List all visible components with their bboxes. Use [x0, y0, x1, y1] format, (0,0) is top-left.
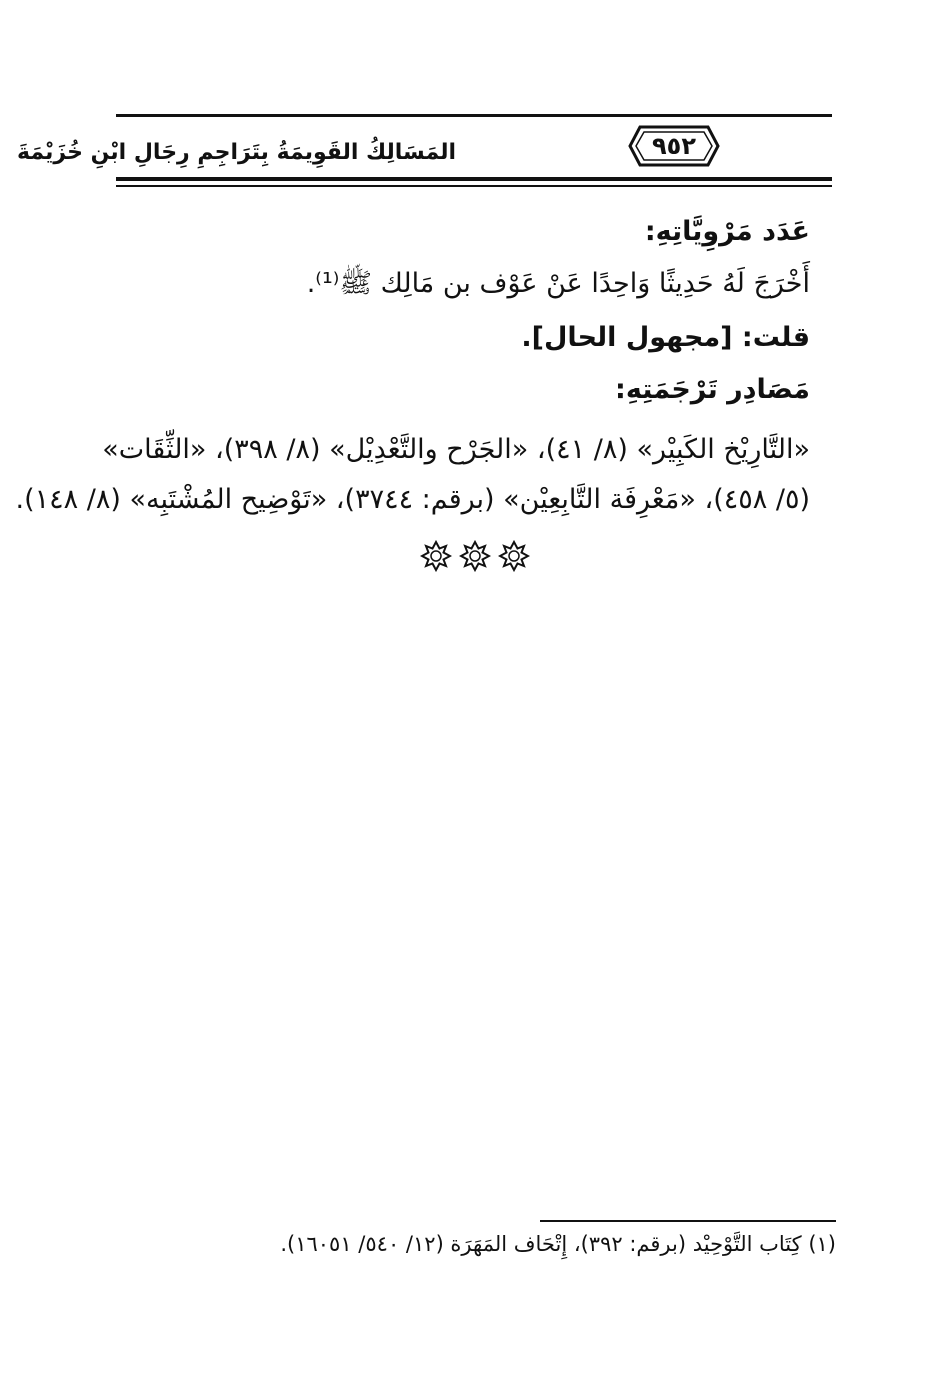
header-rule-top — [116, 114, 832, 117]
header-rule-thin — [116, 185, 832, 187]
sources-line-1: «التَّارِيْخ الكَبِيْر» (٨/ ٤١)، «الجَرْح والتَّعْدِيْل» (٨/ ٣٩٨)، «الثِّقَات» — [102, 434, 810, 465]
section-heading-verdict: قلت: [مجهول الحال]. — [521, 322, 810, 353]
section-heading-riwayat: عَدَد مَرْوِيَّاتِهِ: — [644, 216, 810, 247]
header-rule-thick — [116, 177, 832, 181]
section-end-ornaments — [420, 540, 530, 580]
footnote-1: (١) كِتَاب التَّوْحِيْد (برقم: ٣٩٢)، إِتْحَاف المَهَرَة (١٢/ ٥٤٠/ ١٦٠٥١). — [280, 1232, 836, 1256]
eight-point-star-icon — [498, 540, 530, 572]
paragraph-narrations: أَخْرَجَ لَهُ حَدِيثًا وَاحِدًا عَنْ عَوْف بن مَالِك ﷺ⁽¹⁾. — [306, 268, 810, 299]
page-number: ٩٥٢ — [652, 132, 696, 160]
sources-line-2: (٥/ ٤٥٨)، «مَعْرِفَة التَّابِعِيْن» (برقم: ٣٧٤٤)، «تَوْضِيح المُشْتَبِه» (٨/ ١٤٨). — [15, 484, 810, 515]
running-header-title: المَسَالِكُ القَوِيمَةُ بِتَرَاجِمِ رِجَالِ ابْنِ خُزَيْمَةَ — [17, 140, 456, 165]
eight-point-star-icon — [459, 540, 491, 572]
footnote-separator — [540, 1220, 836, 1222]
eight-point-star-icon — [420, 540, 452, 572]
section-heading-sources: مَصَادِر تَرْجَمَتِهِ: — [615, 374, 810, 405]
page-number-badge — [628, 124, 720, 168]
